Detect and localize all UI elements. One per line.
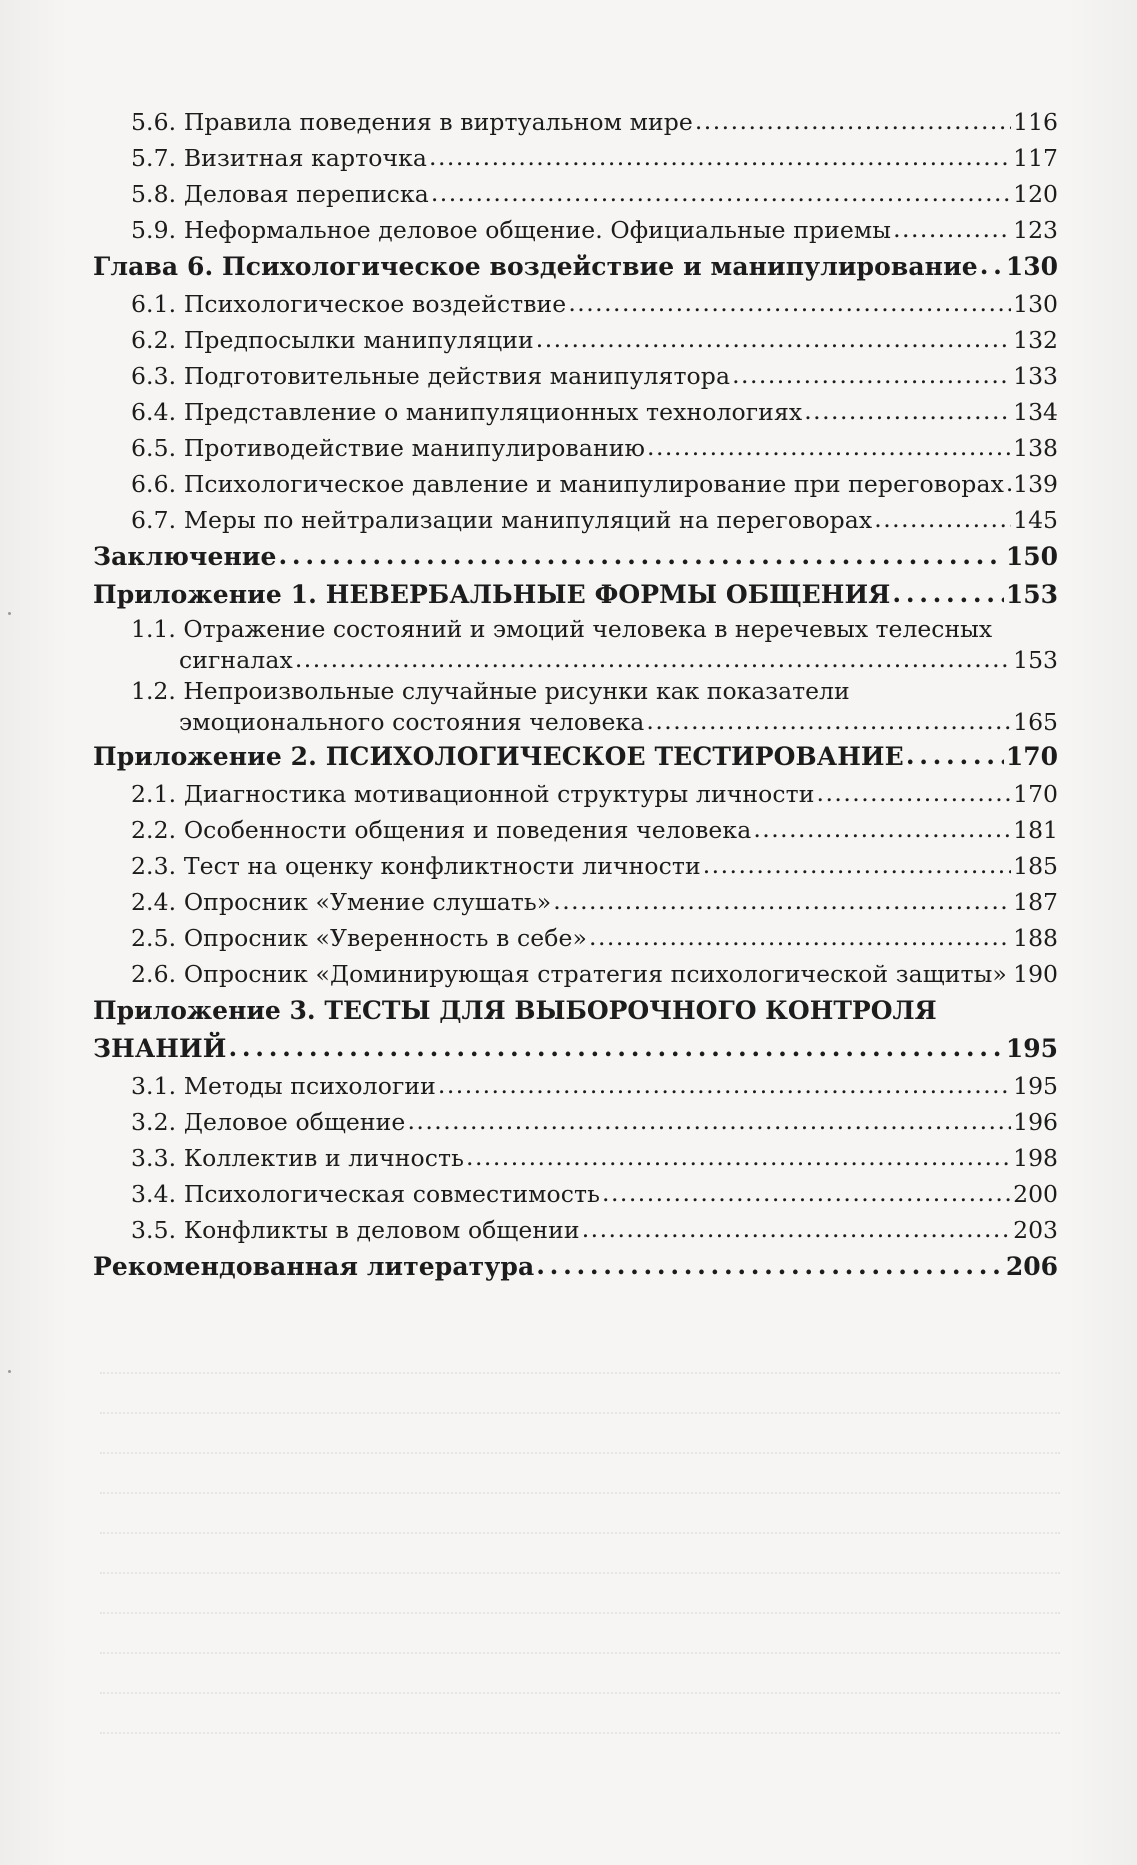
- toc-entry-title: 3.2. Деловое общение: [131, 1108, 406, 1136]
- leader-dots: [892, 575, 1003, 613]
- leader-dots: [295, 644, 1011, 675]
- toc-entry-title: 3.4. Психологическая совместимость: [131, 1180, 601, 1208]
- leader-dots: [582, 1211, 1011, 1247]
- leader-dots: [602, 1175, 1011, 1211]
- toc-entry: [93, 358, 1058, 394]
- toc-entry-title: 6.2. Предпосылки манипуляции: [131, 326, 534, 354]
- leader-dots: [647, 429, 1011, 465]
- leader-dots: [1006, 465, 1011, 501]
- toc-chapter-title-line1: Приложение 3. ТЕСТЫ ДЛЯ ВЫБОРОЧНОГО КОНТРОЛЯ: [93, 996, 937, 1025]
- toc-entry-title: 5.8. Деловая переписка: [131, 180, 429, 208]
- toc-entry: [93, 848, 1058, 884]
- toc-entry: [93, 430, 1058, 466]
- toc-entry: [93, 322, 1058, 358]
- toc-chapter-title: Рекомендованная литература: [93, 1252, 535, 1281]
- toc-chapter-title-line2: ЗНАНИЙ: [93, 1034, 227, 1063]
- show-through-line: [100, 1340, 1060, 1374]
- toc-entry-page: 120: [1013, 180, 1058, 208]
- toc-entry-title: 2.4. Опросник «Умение слушать»: [131, 888, 552, 916]
- toc-entry-title: 6.7. Меры по нейтрализации манипуляций на переговорах: [131, 506, 873, 534]
- toc-entry: [93, 394, 1058, 430]
- toc-entry-page: 203: [1013, 1216, 1058, 1244]
- show-through-line: [100, 1420, 1060, 1454]
- toc-chapter: [93, 576, 1058, 614]
- toc-entry-page: 139: [1013, 470, 1058, 498]
- toc-entry-title: 5.7. Визитная карточка: [131, 144, 428, 172]
- leader-dots: [732, 357, 1011, 393]
- show-through-texture: [100, 1340, 1060, 1770]
- toc-entry-title: 5.9. Неформальное деловое общение. Официальные приемы: [131, 216, 892, 244]
- leader-dots: [906, 737, 1004, 775]
- leader-dots: [553, 883, 1011, 919]
- toc-entry: [93, 776, 1058, 812]
- toc-chapter-page: 195: [1005, 1034, 1058, 1063]
- toc-entry-page: 133: [1013, 362, 1058, 390]
- toc-chapter-page: 130: [1005, 252, 1058, 281]
- toc-entry-title: 6.6. Психологическое давление и манипулирование при переговорах: [131, 470, 1004, 498]
- toc-chapter-title: Глава 6. Психологическое воздействие и манипулирование: [93, 252, 978, 281]
- leader-dots: [703, 847, 1011, 883]
- toc-entry-page: 196: [1013, 1108, 1058, 1136]
- toc-entry-title: 6.5. Противодействие манипулированию: [131, 434, 646, 462]
- toc-entry: [93, 176, 1058, 212]
- toc-chapter-multiline: [93, 992, 1058, 1068]
- show-through-line: [100, 1580, 1060, 1614]
- toc-entry-second-line: [131, 707, 1058, 738]
- toc-entry-title: 2.2. Особенности общения и поведения человека: [131, 816, 752, 844]
- toc-entry-page: 123: [1013, 216, 1058, 244]
- leader-dots: [228, 1029, 1003, 1067]
- show-through-line: [100, 1620, 1060, 1654]
- toc-entry: [93, 466, 1058, 502]
- toc-entry: [93, 104, 1058, 140]
- toc-entry-title: 2.5. Опросник «Уверенность в себе»: [131, 924, 588, 952]
- toc-entry: [93, 812, 1058, 848]
- toc-entry-title: 3.3. Коллектив и личность: [131, 1144, 464, 1172]
- leader-dots: [536, 321, 1011, 357]
- leader-dots: [980, 247, 1004, 285]
- leader-dots: [753, 811, 1011, 847]
- toc-entry-page: 138: [1013, 434, 1058, 462]
- toc-entry-title: 6.1. Психологическое воздействие: [131, 290, 567, 318]
- toc-entry: [93, 212, 1058, 248]
- toc-entry-page: 185: [1013, 852, 1058, 880]
- leader-dots: [429, 139, 1011, 175]
- toc-entry-page: 165: [1013, 708, 1058, 736]
- show-through-line: [100, 1700, 1060, 1734]
- toc-entry-page: 132: [1013, 326, 1058, 354]
- toc-entry-title-line2: сигналах: [179, 646, 293, 674]
- toc-chapter-page: 153: [1005, 580, 1058, 609]
- toc-entry-title: 6.3. Подготовительные действия манипулятора: [131, 362, 731, 390]
- leader-dots: [893, 211, 1011, 247]
- table-of-contents: [93, 104, 1058, 1286]
- toc-entry-title: 5.6. Правила поведения в виртуальном мире: [131, 108, 693, 136]
- toc-entry: [93, 920, 1058, 956]
- show-through-line: [100, 1460, 1060, 1494]
- toc-entry-page: 190: [1013, 960, 1058, 988]
- show-through-line: [100, 1540, 1060, 1574]
- show-through-line: [100, 1380, 1060, 1414]
- toc-entry-page: 134: [1013, 398, 1058, 426]
- show-through-line: [100, 1500, 1060, 1534]
- toc-entry-title: 6.4. Представление о манипуляционных технологиях: [131, 398, 803, 426]
- toc-entry-page: 117: [1013, 144, 1058, 172]
- toc-entry-title-line1: 1.2. Непроизвольные случайные рисунки как показатели: [131, 677, 850, 705]
- toc-entry: [93, 1068, 1058, 1104]
- leader-dots: [1009, 955, 1011, 991]
- toc-entry-page: 181: [1013, 816, 1058, 844]
- toc-entry-title: 2.3. Тест на оценку конфликтности личности: [131, 852, 701, 880]
- toc-entry-title-line1: 1.1. Отражение состояний и эмоций человека в неречевых телесных: [131, 615, 993, 643]
- toc-chapter: [93, 538, 1058, 576]
- toc-entry: [93, 286, 1058, 322]
- margin-speck: [8, 612, 11, 615]
- toc-entry-title: 3.5. Конфликты в деловом общении: [131, 1216, 580, 1244]
- toc-entry-page: 116: [1013, 108, 1058, 136]
- toc-entry-page: 170: [1013, 780, 1058, 808]
- toc-entry-page: 188: [1013, 924, 1058, 952]
- toc-chapter-title: Приложение 1. НЕВЕРБАЛЬНЫЕ ФОРМЫ ОБЩЕНИЯ: [93, 580, 891, 609]
- toc-entry-page: 130: [1013, 290, 1058, 318]
- toc-entry-title: 2.6. Опросник «Доминирующая стратегия психологической защиты»: [131, 960, 1007, 988]
- leader-dots: [407, 1103, 1011, 1139]
- toc-entry-page: 145: [1013, 506, 1058, 534]
- toc-entry-page: 200: [1013, 1180, 1058, 1208]
- toc-entry: [93, 140, 1058, 176]
- toc-entry-second-line: [131, 645, 1058, 676]
- toc-chapter: [93, 738, 1058, 776]
- leader-dots: [695, 103, 1011, 139]
- toc-entry-title-line2: эмоционального состояния человека: [179, 708, 645, 736]
- toc-entry: [93, 884, 1058, 920]
- toc-entry-title: 3.1. Методы психологии: [131, 1072, 436, 1100]
- toc-chapter: [93, 248, 1058, 286]
- toc-entry-page: 195: [1013, 1072, 1058, 1100]
- toc-entry: [93, 1176, 1058, 1212]
- toc-entry: [93, 956, 1058, 992]
- toc-chapter-page: 206: [1005, 1252, 1058, 1281]
- leader-dots: [817, 775, 1012, 811]
- leader-dots: [646, 706, 1011, 737]
- toc-chapter-page: 170: [1005, 742, 1058, 771]
- toc-entry-multiline: [93, 614, 1058, 676]
- leader-dots: [804, 393, 1011, 429]
- leader-dots: [431, 175, 1011, 211]
- leader-dots: [536, 1247, 1004, 1285]
- toc-entry-page: 187: [1013, 888, 1058, 916]
- toc-entry-title: 2.1. Диагностика мотивационной структуры личности: [131, 780, 815, 808]
- toc-chapter-page: 150: [1005, 542, 1058, 571]
- leader-dots: [438, 1067, 1011, 1103]
- toc-entry: [93, 502, 1058, 538]
- leader-dots: [874, 501, 1011, 537]
- leader-dots: [589, 919, 1011, 955]
- toc-entry-multiline: [93, 676, 1058, 738]
- toc-entry-page: 198: [1013, 1144, 1058, 1172]
- margin-speck: [8, 1370, 11, 1373]
- toc-entry: [93, 1104, 1058, 1140]
- toc-entry: [93, 1212, 1058, 1248]
- toc-chapter-second-line: [93, 1030, 1058, 1068]
- leader-dots: [279, 537, 1004, 575]
- toc-chapter-title: Приложение 2. ПСИХОЛОГИЧЕСКОЕ ТЕСТИРОВАНИЕ: [93, 742, 904, 771]
- toc-entry: [93, 1140, 1058, 1176]
- show-through-line: [100, 1660, 1060, 1694]
- leader-dots: [466, 1139, 1011, 1175]
- toc-entry-page: 153: [1013, 646, 1058, 674]
- toc-chapter-title: Заключение: [93, 542, 277, 571]
- toc-chapter: [93, 1248, 1058, 1286]
- leader-dots: [568, 285, 1011, 321]
